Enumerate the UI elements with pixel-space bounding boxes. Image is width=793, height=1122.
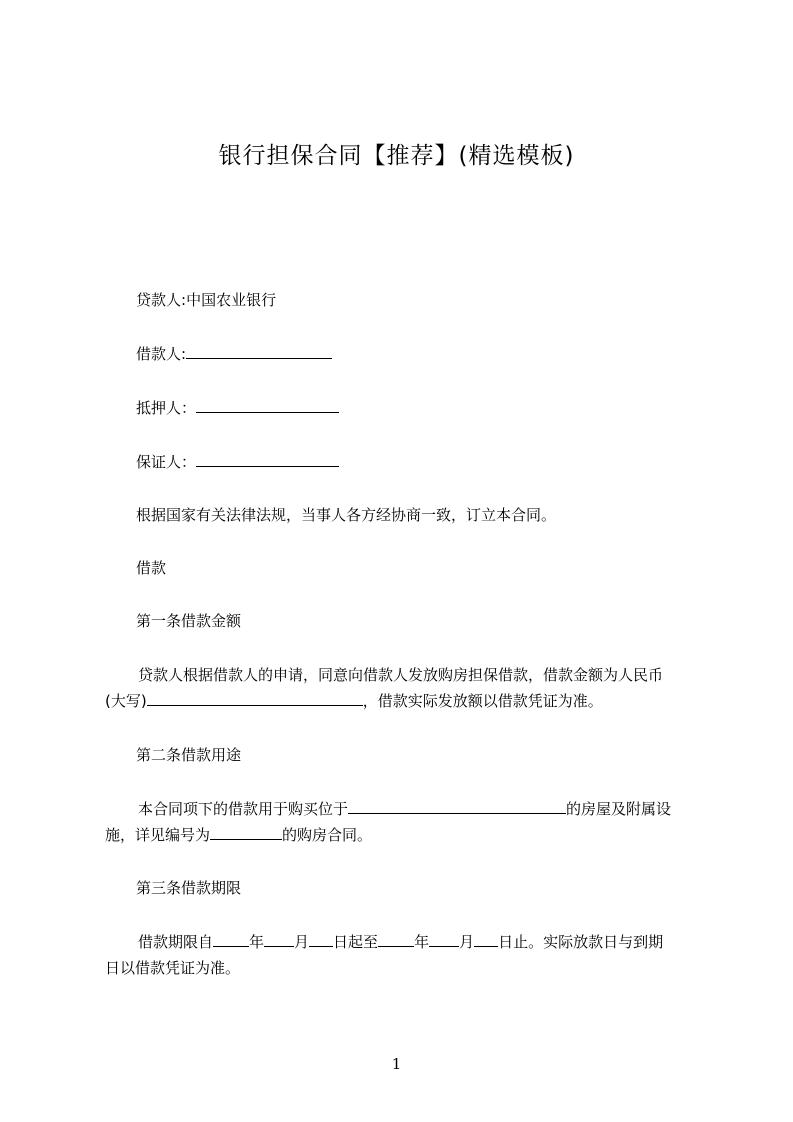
article1-line2 [105,691,603,711]
property-location-blank[interactable] [348,799,566,814]
article3-d: 日起至 [333,933,379,951]
article2-prefix1: 本合同项下的借款用于购买位于 [138,800,349,818]
end-day-blank[interactable] [474,932,498,947]
page-number: 1 [391,1055,402,1073]
start-year-blank[interactable] [213,932,249,947]
article3-line2: 日以借款凭证为准。 [105,959,241,977]
lender-line [136,290,276,310]
article3-f: 月 [459,933,475,951]
article3-a: 借款期限自 [138,933,214,951]
article2-prefix2: 施，详见编号为 [105,826,211,844]
article3-b: 年 [249,933,265,951]
article1-prefix2: (大写) [105,692,147,710]
contract-number-blank[interactable] [210,825,282,840]
lender-label: 贷款人: [136,291,187,309]
guarantor-line [136,452,339,472]
end-year-blank[interactable] [378,932,414,947]
guarantor-label: 保证人： [136,453,197,471]
article2-suffix2: 的购房合同。 [282,826,373,844]
article2-line1 [105,799,671,819]
guarantor-blank[interactable] [196,452,339,467]
lender-value: 中国农业银行 [186,291,277,309]
article3-g: 日止。实际放款日与到期 [498,933,664,951]
article1-line1 [105,665,663,685]
mortgagor-line [136,398,339,418]
preamble: 根据国家有关法律法规，当事人各方经协商一致，订立本合同。 [136,506,557,524]
amount-blank[interactable] [147,691,363,706]
article1-suffix2: ，借款实际发放额以借款凭证为准。 [362,692,603,710]
article1-heading: 第一条借款金额 [136,612,242,630]
document-title: 银行担保合同【推荐】(精选模板) [218,143,575,169]
start-month-blank[interactable] [264,932,294,947]
borrower-line [136,344,332,364]
start-day-blank[interactable] [309,932,333,947]
article2-line2 [105,825,372,845]
mortgagor-label: 抵押人： [136,399,197,417]
borrower-label: 借款人: [136,345,187,363]
article2-heading: 第二条借款用途 [136,746,242,764]
article1-text1: 贷款人根据借款人的申请，同意向借款人发放购房担保借款，借款金额为人民币 [138,666,664,684]
section-heading: 借款 [136,559,167,577]
mortgagor-blank[interactable] [196,398,339,413]
article2-suffix1: 的房屋及附属设 [566,800,672,818]
end-month-blank[interactable] [429,932,459,947]
borrower-blank[interactable] [186,344,332,359]
article3-c: 月 [294,933,310,951]
article3-heading: 第三条借款期限 [136,879,242,897]
article3-line1 [105,932,663,952]
article3-e: 年 [414,933,430,951]
